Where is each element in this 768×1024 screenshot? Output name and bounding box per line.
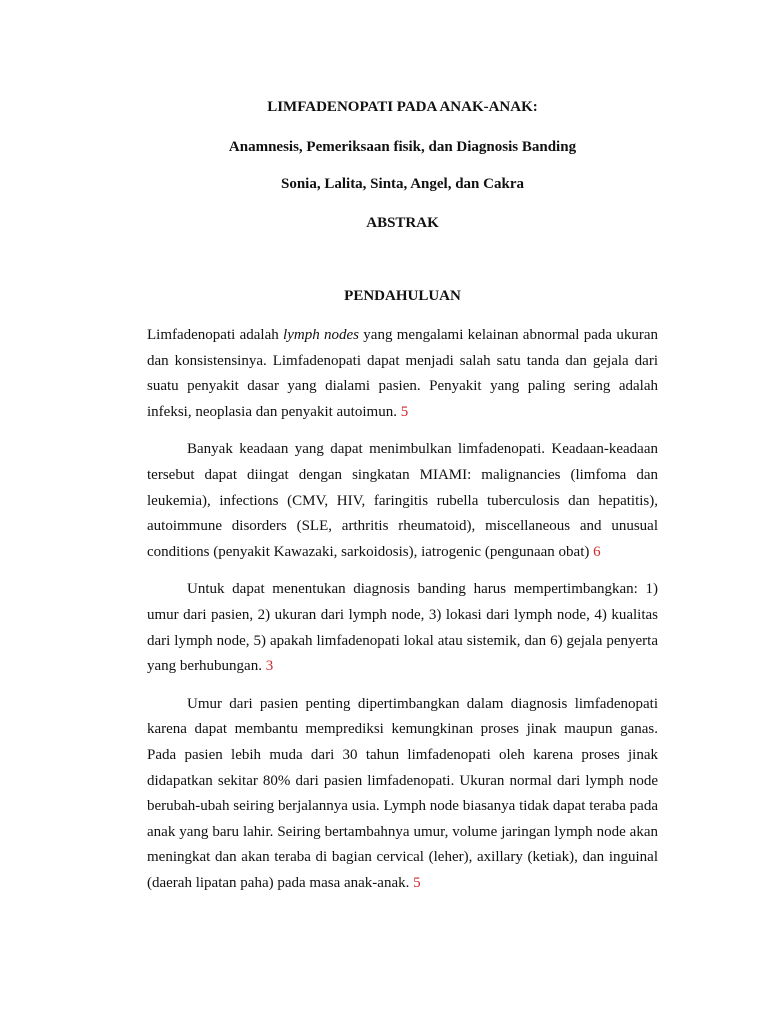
citation-link[interactable]: 6 — [593, 543, 601, 560]
citation-link[interactable]: 3 — [265, 658, 274, 675]
document-subtitle: Anamnesis, Pemeriksaan fisik, dan Diagnosis Banding — [228, 139, 577, 155]
paragraph-3-text: Untuk dapat menentukan diagnosis banding harus mempertimbangkan: 1) umur dari pasien, 2) ukuran dari lymph node, 3) lokasi dari lymph node, 4) kualitas dari lymph node, 5) apakah limfadenopati lokal atau sistemik, dan 6) gejala penyerta yang berhubungan. — [147, 581, 658, 675]
paragraph-1-text: yang mengalami kelainan abnormal pada ukuran dan konsistensinya. Limfadenopati dapat menjadi salah satu tanda dan gejala dari suatu penyakit dasar yang dialami pasien. Penyakit yang paling sering adalah infeksi, neoplasia dan penyakit autoimun. — [147, 327, 658, 420]
paragraph-4 — [147, 692, 658, 897]
paragraph-1-pre: Limfadenopati adalah — [147, 327, 284, 343]
paragraph-4-text: Umur dari pasien penting dipertimbangkan dalam diagnosis limfadenopati karena dapat membantu memprediksi kemungkinan proses jinak maupun ganas. Pada pasien lebih muda dari 30 tahun limfadenopati oleh karena proses jinak didapatkan sekitar 80% dari pasien limfadenopati. Ukuran normal dari lymph node berubah-ubah seiring berjalannya usia. Lymph node biasanya tidak dapat teraba pada anak yang baru lahir. Seiring bertambahnya umur, volume jaringan lymph node akan meningkat dan akan teraba di bagian cervical (leher), axillary (ketiak), dan inguinal (daerah lipatan paha) pada masa anak-anak. — [147, 695, 658, 891]
citation-link[interactable]: 5 — [413, 874, 421, 891]
citation-link[interactable]: 5 — [400, 403, 409, 420]
paragraph-2-text: Banyak keadaan yang dapat menimbulkan limfadenopati. Keadaan-keadaan tersebut dapat diingat dengan singkatan MIAMI: malignancies (limfoma dan leukemia), infections (CMV, HIV, faringitis rubella tuberculosis dan hepatitis), autoimmune disorders (SLE, arthritis rheumatoid), miscellaneous and unusual conditions (penyakit Kawazaki, sarkoidosis), iatrogenic (pengunaan obat) — [147, 441, 658, 560]
author-list: Sonia, Lalita, Sinta, Angel, dan Cakra — [281, 176, 524, 192]
document-title: LIMFADENOPATI PADA ANAK-ANAK: — [267, 99, 538, 115]
paragraph-3 — [147, 577, 658, 679]
paragraph-1 — [147, 323, 658, 425]
section-heading: PENDAHULUAN — [344, 288, 461, 304]
paragraph-2 — [147, 437, 658, 565]
paragraph-1-emphasis: lymph nodes — [283, 327, 359, 343]
body-text — [147, 323, 658, 908]
abstract-heading: ABSTRAK — [366, 215, 439, 231]
